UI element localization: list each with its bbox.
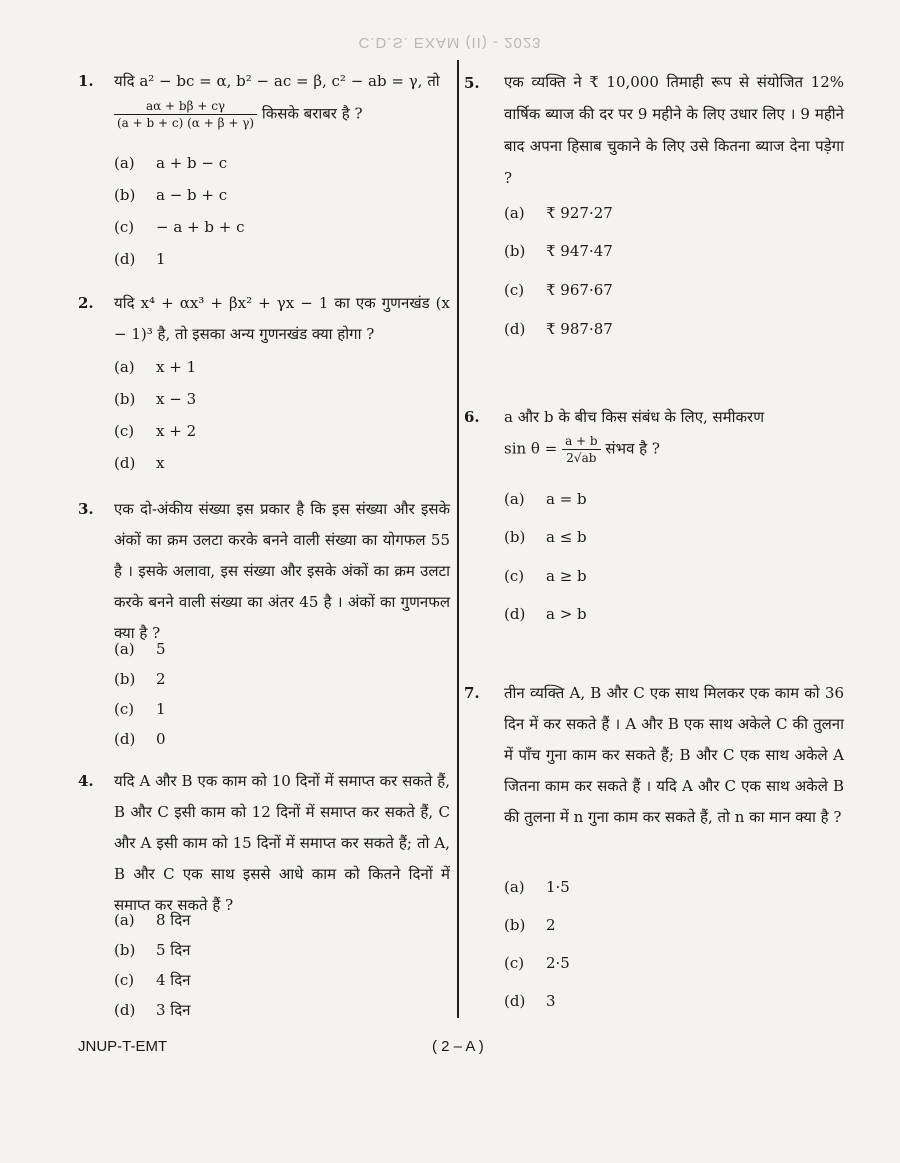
- option-text: 3: [546, 992, 556, 1010]
- option-d: [504, 320, 613, 338]
- option-label: (d): [114, 1001, 136, 1019]
- option-label: (b): [504, 528, 526, 546]
- option-d: [114, 250, 166, 268]
- option-text: 1·5: [546, 878, 570, 896]
- option-c: [114, 700, 166, 718]
- option-b: [504, 528, 587, 546]
- option-c: [114, 218, 245, 236]
- option-label: (b): [504, 916, 526, 934]
- option-d: [114, 730, 166, 748]
- option-label: (d): [114, 730, 136, 748]
- option-a: [504, 204, 613, 222]
- option-text: a ≥ b: [546, 567, 587, 585]
- option-d: [114, 454, 164, 472]
- option-label: (a): [114, 154, 135, 172]
- option-label: (c): [504, 567, 525, 585]
- option-text: 1: [156, 700, 166, 718]
- option-text: 3 दिन: [156, 1001, 191, 1019]
- question-text: [114, 66, 450, 131]
- option-a: [504, 878, 570, 896]
- fraction-denominator: (a + b + c) (α + β + γ): [117, 116, 255, 130]
- option-b: [114, 390, 196, 408]
- option-a: [114, 640, 166, 658]
- option-c: [114, 970, 191, 990]
- option-text: 1: [156, 250, 166, 268]
- option-text: ₹ 987·87: [546, 320, 613, 338]
- option-label: (a): [504, 204, 525, 222]
- fraction: [562, 433, 601, 466]
- option-b: [114, 670, 166, 688]
- bleed-through-header: C.D.S. EXAM (II) - 2023: [358, 34, 542, 51]
- option-label: (b): [114, 390, 136, 408]
- option-label: (c): [504, 954, 525, 972]
- option-c: [114, 422, 196, 440]
- option-label: (c): [504, 281, 525, 299]
- column-divider: [457, 60, 459, 1018]
- fraction: [114, 98, 257, 131]
- option-label: (c): [114, 971, 135, 989]
- option-label: (d): [504, 605, 526, 623]
- option-a: [114, 358, 196, 376]
- option-b: [504, 242, 613, 260]
- option-label: (d): [504, 992, 526, 1010]
- question-text: [504, 402, 844, 466]
- option-text: ₹ 927·27: [546, 204, 613, 222]
- option-b: [504, 916, 556, 934]
- paper-code: JNUP-T-EMT: [78, 1038, 168, 1055]
- option-label: (d): [504, 320, 526, 338]
- option-text: a − b + c: [156, 186, 228, 204]
- option-a: [504, 490, 587, 508]
- question-number: 7.: [464, 684, 480, 702]
- option-text: a ≤ b: [546, 528, 587, 546]
- option-text: ₹ 947·47: [546, 242, 613, 260]
- option-label: (b): [114, 186, 136, 204]
- page-number: ( 2 – A ): [432, 1038, 484, 1055]
- option-label: (b): [114, 941, 136, 959]
- question-text: यदि A और B एक काम को 10 दिनों में समाप्त कर सकते हैं, B और C इसी काम को 12 दिनों में समाप्त कर सकते हैं, C और A इसी काम को 15 दिनों में समाप्त कर सकते हैं; तो A, B और C एक साथ इससे आधे काम को कितने दिनों में समाप्त कर सकते हैं ?: [114, 772, 450, 914]
- option-b: [114, 186, 227, 204]
- option-text: 2: [156, 670, 166, 688]
- option-c: [504, 567, 587, 585]
- option-text: x + 1: [156, 358, 197, 376]
- question-text: एक दो-अंकीय संख्या इस प्रकार है कि इस संख्या और इसके अंकों का क्रम उलटा करके बनने वाली संख्या का योगफल 55 है । इसके अलावा, इस संख्या और इसके अंकों का क्रम उलटा करके बनने वाली संख्या का अंतर 45 है । अंकों का गुणनफल क्या है ?: [114, 500, 450, 642]
- option-c: [504, 281, 613, 299]
- option-b: [114, 940, 191, 960]
- question-number: 5.: [464, 74, 480, 92]
- option-a: [114, 910, 191, 930]
- option-label: (c): [114, 700, 135, 718]
- option-text: 5 दिन: [156, 941, 191, 959]
- option-text: 5: [156, 640, 166, 658]
- question-number: 3.: [78, 500, 94, 518]
- fraction-denominator: 2√ab: [566, 451, 597, 465]
- option-text: a > b: [546, 605, 587, 623]
- option-d: [504, 605, 587, 623]
- option-text: x: [156, 454, 165, 472]
- option-label: (d): [114, 250, 136, 268]
- question-tail: किसके बराबर है ?: [261, 104, 363, 123]
- option-d: [504, 992, 556, 1010]
- question-line: a और b के बीच किस संबंध के लिए, समीकरण: [504, 408, 765, 426]
- question-number: 1.: [78, 72, 94, 90]
- option-text: 2: [546, 916, 556, 934]
- question-text: यदि x⁴ + αx³ + βx² + γx − 1 का एक गुणनखंड (x − 1)³ है, तो इसका अन्य गुणनखंड क्या होगा ?: [114, 294, 450, 343]
- option-text: 4 दिन: [156, 971, 191, 989]
- question-formula-line: [504, 433, 844, 466]
- question-number: 4.: [78, 772, 94, 790]
- fraction-numerator: aα + bβ + cγ: [114, 98, 257, 115]
- question-number: 6.: [464, 408, 480, 426]
- option-text: 2·5: [546, 954, 570, 972]
- option-label: (c): [114, 218, 135, 236]
- option-label: (d): [114, 454, 136, 472]
- option-text: 8 दिन: [156, 911, 191, 929]
- option-text: a + b − c: [156, 154, 228, 172]
- option-label: (a): [504, 878, 525, 896]
- option-label: (a): [504, 490, 525, 508]
- question-text: एक व्यक्ति ने ₹ 10,000 तिमाही रूप से संयोजित 12% वार्षिक ब्याज की दर पर 9 महीने के लिए उधार लिए । 9 महीने बाद अपना हिसाब चुकाने के लिए उसे कितना ब्याज देना पड़ेगा ?: [504, 73, 844, 187]
- option-text: x + 2: [156, 422, 197, 440]
- option-label: (a): [114, 911, 135, 929]
- question-fraction-line: [114, 98, 450, 131]
- option-a: [114, 154, 227, 172]
- option-text: − a + b + c: [156, 218, 245, 236]
- question-text: तीन व्यक्ति A, B और C एक साथ मिलकर एक काम को 36 दिन में कर सकते हैं । A और B एक साथ अकेले C की तुलना में पाँच गुना काम कर सकते हैं; B और C एक साथ अकेले A जितना काम कर सकते हैं । यदि A और C एक साथ अकेले B की तुलना में n गुना काम कर सकते हैं, तो n का मान क्या है ?: [504, 684, 844, 826]
- question-tail: संभव है ?: [605, 439, 660, 458]
- option-d: [114, 1000, 191, 1020]
- option-c: [504, 954, 570, 972]
- question-number: 2.: [78, 294, 94, 312]
- option-label: (b): [504, 242, 526, 260]
- option-text: a = b: [546, 490, 587, 508]
- option-label: (c): [114, 422, 135, 440]
- formula-lead: sin θ =: [504, 439, 558, 458]
- option-label: (b): [114, 670, 136, 688]
- option-text: x − 3: [156, 390, 197, 408]
- question-line: यदि a² − bc = α, b² − ac = β, c² − ab = γ, तो: [114, 72, 440, 90]
- option-label: (a): [114, 358, 135, 376]
- option-text: ₹ 967·67: [546, 281, 613, 299]
- option-text: 0: [156, 730, 166, 748]
- fraction-numerator: a + b: [562, 433, 601, 450]
- option-label: (a): [114, 640, 135, 658]
